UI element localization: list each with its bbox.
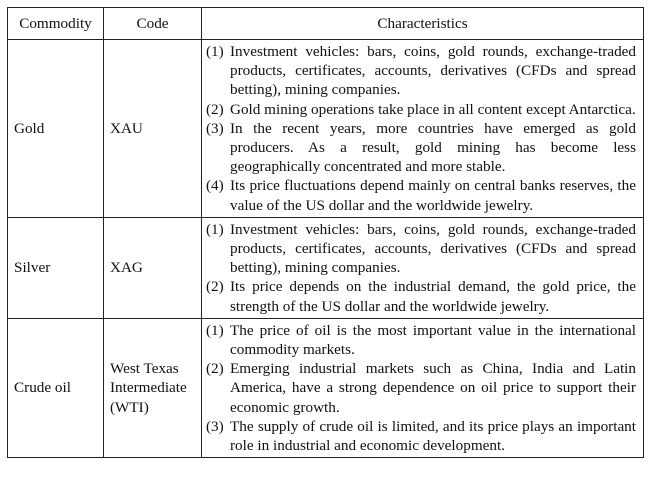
list-item (206, 359, 636, 417)
list-item (206, 220, 636, 278)
characteristics-list (206, 321, 636, 455)
item-number: (3) (206, 119, 224, 137)
item-number: (4) (206, 177, 224, 195)
table-row (8, 217, 644, 318)
commodity-cell: Silver (8, 217, 104, 318)
commodity-cell: Crude oil (8, 318, 104, 457)
header-row (8, 8, 644, 40)
item-text: The supply of crude oil is limited, and its price plays an important role in industrial and economic development. (230, 417, 636, 455)
table-row (8, 40, 644, 218)
list-item (206, 277, 636, 315)
list-item (206, 100, 636, 119)
item-text: Its price depends on the industrial demand, the gold price, the strength of the US dollar and the worldwide jewelry. (230, 278, 636, 315)
item-text: The price of oil is the most important value in the international commodity markets. (230, 321, 636, 359)
item-text: Emerging industrial markets such as China, India and Latin America, have a strong dependence on oil price to support their economic growth. (230, 360, 636, 416)
characteristics-cell (202, 318, 644, 457)
item-text: In the recent years, more countries have emerged as gold producers. As a result, gold mining has become less geographically concentrated and more stable. (230, 119, 636, 176)
item-number: (1) (206, 220, 224, 238)
list-item (206, 42, 636, 100)
list-item (206, 176, 636, 214)
item-number: (1) (206, 321, 224, 339)
characteristics-list (206, 42, 636, 215)
commodity-cell: Gold (8, 40, 104, 218)
header-code: Code (104, 8, 202, 40)
item-number: (2) (206, 360, 224, 378)
list-item (206, 119, 636, 177)
list-item (206, 321, 636, 359)
characteristics-cell (202, 217, 644, 318)
item-number: (1) (206, 43, 224, 60)
item-number: (3) (206, 417, 224, 435)
list-item (206, 417, 636, 455)
header-characteristics: Characteristics (202, 8, 644, 40)
item-text: Its price fluctuations depend mainly on central banks reserves, the value of the US dollar and the worldwide jewelry. (230, 177, 636, 214)
item-number: (2) (206, 100, 224, 118)
characteristics-cell (202, 40, 644, 218)
code-cell: XAG (104, 217, 202, 318)
commodity-table (7, 7, 644, 458)
item-text: Investment vehicles: bars, coins, gold rounds, exchange-traded products, certificates, accounts, derivatives (CFDs and spread betting), mining companies. (230, 220, 636, 277)
table-row (8, 318, 644, 457)
item-text: Gold mining operations take place in all content except Antarctica. (230, 100, 636, 118)
item-number: (2) (206, 278, 224, 296)
characteristics-list (206, 220, 636, 316)
code-cell: XAU (104, 40, 202, 218)
code-cell: West Texas Intermediate (WTI) (104, 318, 202, 457)
item-text: Investment vehicles: bars, coins, gold rounds, exchange-traded products, certificates, accounts, derivatives (CFDs and spread betting), mining companies. (230, 43, 636, 99)
header-commodity: Commodity (8, 8, 104, 40)
